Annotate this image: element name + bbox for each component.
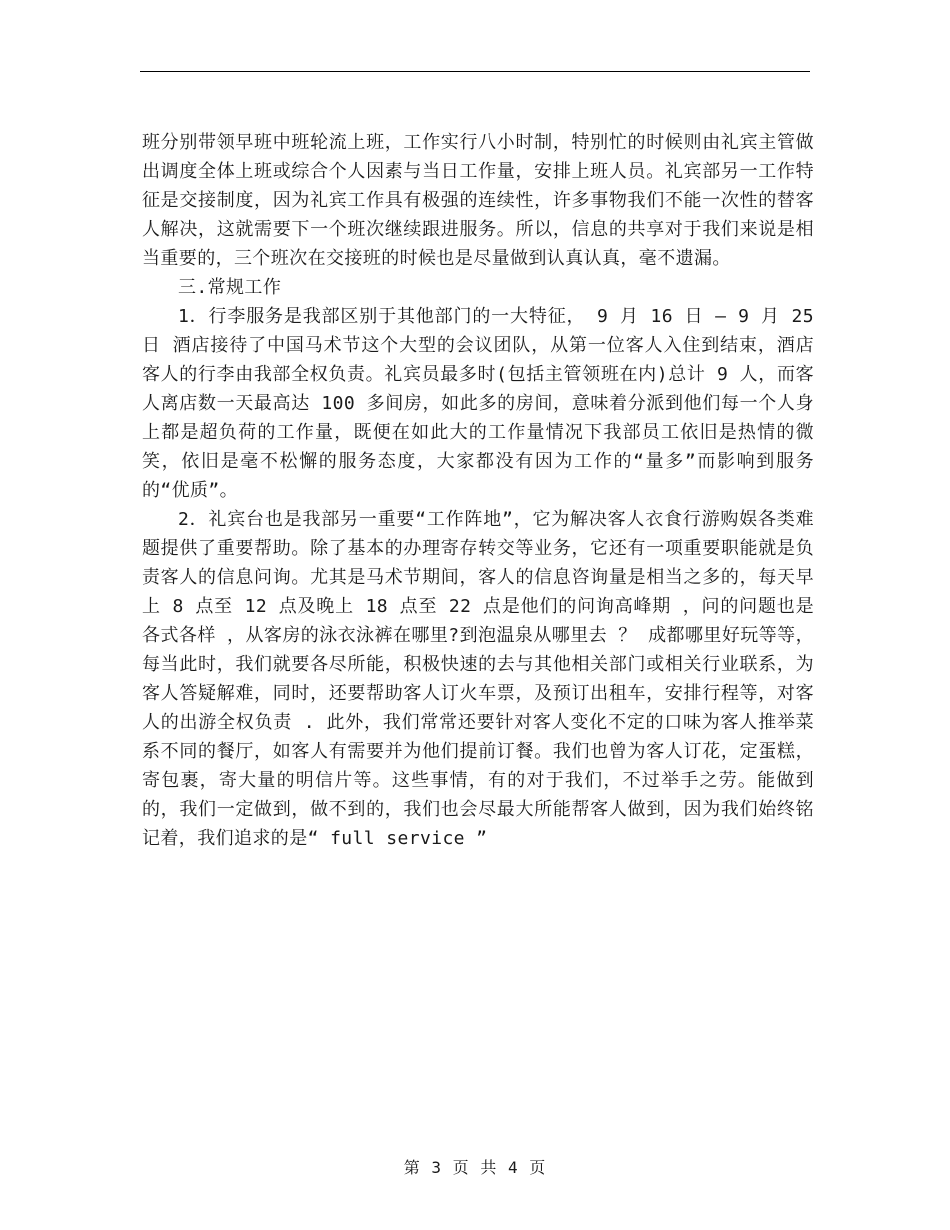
paragraph-shift-system: 班分别带领早班中班轮流上班，工作实行八小时制，特别忙的时候则由礼宾主管做出调度全体上班或综合个人因素与当日工作量，安排上班人员。礼宾部另一工作特征是交接制度，因为礼宾工作具有极强的连续性，许多事物我们不能一次性的替客人解决，这就需要下一个班次继续跟进服务。所以，信息的共享对于我们来说是相当重要的，三个班次在交接班的时候也是尽量做到认真认真，毫不遗漏。	[142, 132, 814, 269]
section-heading: 三.常规工作	[178, 277, 282, 298]
document-body	[142, 128, 814, 853]
paragraph-luggage-service: 1．行李服务是我部区别于其他部门的一大特征， 9 月 16 日 — 9 月 25 日 酒店接待了中国马术节这个大型的会议团队，从第一位客人入住到结束，酒店客人的行李由我部全权负责。礼宾员最多时(包括主管领班在内)总计 9 人，而客人离店数一天最高达 100 多间房，如此多的房间，意味着分派到他们每一个人身上都是超负荷的工作量，既便在如此大的工作量情况下我部员工依旧是热情的微笑，依旧是毫不松懈的服务态度，大家都没有因为工作的“量多”而影响到服务的“优质”。	[142, 306, 814, 501]
header-rule	[140, 71, 810, 72]
paragraph-concierge-desk: 2．礼宾台也是我部另一重要“工作阵地”，它为解决客人衣食行游购娱各类难题提供了重要帮助。除了基本的办理寄存转交等业务，它还有一项重要职能就是负责客人的信息问询。尤其是马术节期间，客人的信息咨询量是相当之多的，每天早上 8 点至 12 点及晚上 18 点至 22 点是他们的问询高峰期 ，问的问题也是各式各样 ，从客房的泳衣泳裤在哪里?到泡温泉从哪里去 ？ 成都哪里好玩等等，每当此时，我们就要各尽所能，积极快速的去与其他相关部门或相关行业联系，为客人答疑解难，同时，还要帮助客人订火车票，及预订出租车，安排行程等，对客人的出游全权负责 . 此外，我们常常还要针对客人变化不定的口味为客人推举菜系不同的餐厅，如客人有需要并为他们提前订餐。我们也曾为客人订花，定蛋糕，寄包裹，寄大量的明信片等。这些事情，有的对于我们，不过举手之劳。能做到的，我们一定做到，做不到的，我们也会尽最大所能帮客人做到，因为我们始终铭记着，我们追求的是“ full service ”	[142, 509, 814, 849]
page-footer	[0, 1155, 950, 1178]
page-number: 第 3 页 共 4 页	[403, 1158, 547, 1177]
